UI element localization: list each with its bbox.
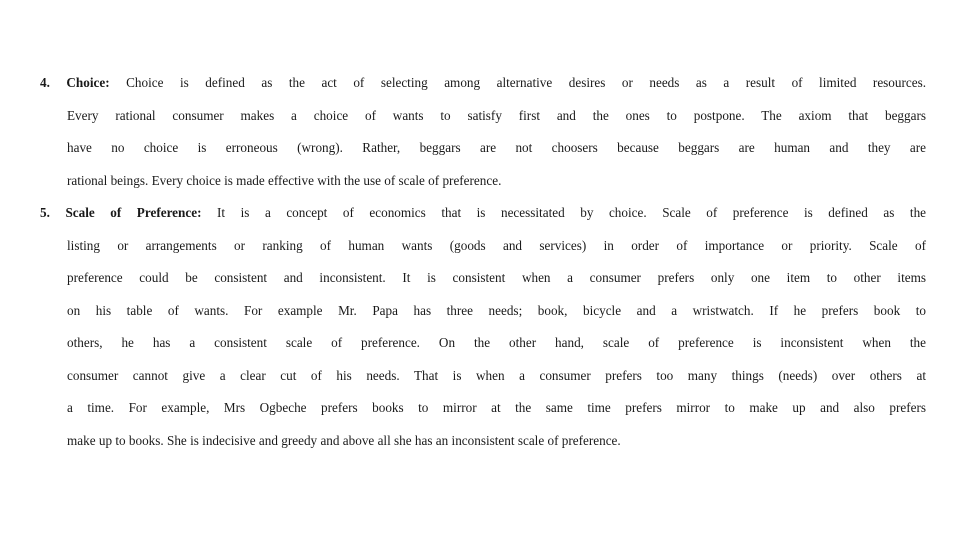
item-first-line: [40, 203, 926, 236]
item-text-line: Every rational consumer makes a choice of wants to satisfy first and the ones to postpone. The axiom that beggars: [67, 107, 926, 123]
item-text-line: It is a concept of economics that is necessitated by choice. Scale of preference is defined as the: [217, 205, 927, 220]
list-item-scale-of-preference: [40, 203, 926, 463]
item-text-line: Choice is defined as the act of selecting among alternative desires or needs as a result of limited resources.: [126, 75, 927, 90]
item-text-line: have no choice is erroneous (wrong). Rather, beggars are not choosers because beggars are human and they are: [67, 140, 926, 155]
item-term: Choice:: [66, 75, 110, 90]
item-text-line: make up to books. She is indecisive and greedy and above all she has an inconsistent scale of preference.: [67, 432, 621, 448]
list-item-choice: [40, 73, 926, 203]
item-text-line: rational beings. Every choice is made effective with the use of scale of preference.: [67, 172, 502, 188]
item-number: 4.: [40, 75, 50, 90]
item-number: 5.: [40, 205, 50, 220]
item-text-line: a time. For example, Mrs Ogbeche prefers books to mirror at the same time prefers mirror to make up and also prefers: [67, 400, 926, 415]
item-text-line: consumer cannot give a clear cut of his needs. That is when a consumer prefers too many things (needs) over others at: [67, 367, 926, 383]
item-text-line: preference could be consistent and inconsistent. It is consistent when a consumer prefers only one item to other items: [67, 270, 926, 285]
item-text-line: on his table of wants. For example Mr. Papa has three needs; book, bicycle and a wristwatch. If he prefers book to: [67, 302, 926, 318]
item-text-line: listing or arrangements or ranking of human wants (goods and services) in order of importance or priority. Scale of: [67, 237, 926, 253]
item-text-line: others, he has a consistent scale of preference. On the other hand, scale of preference is inconsistent when the: [67, 335, 926, 350]
item-first-line: [40, 73, 926, 106]
item-term: Scale of Preference:: [65, 205, 202, 220]
